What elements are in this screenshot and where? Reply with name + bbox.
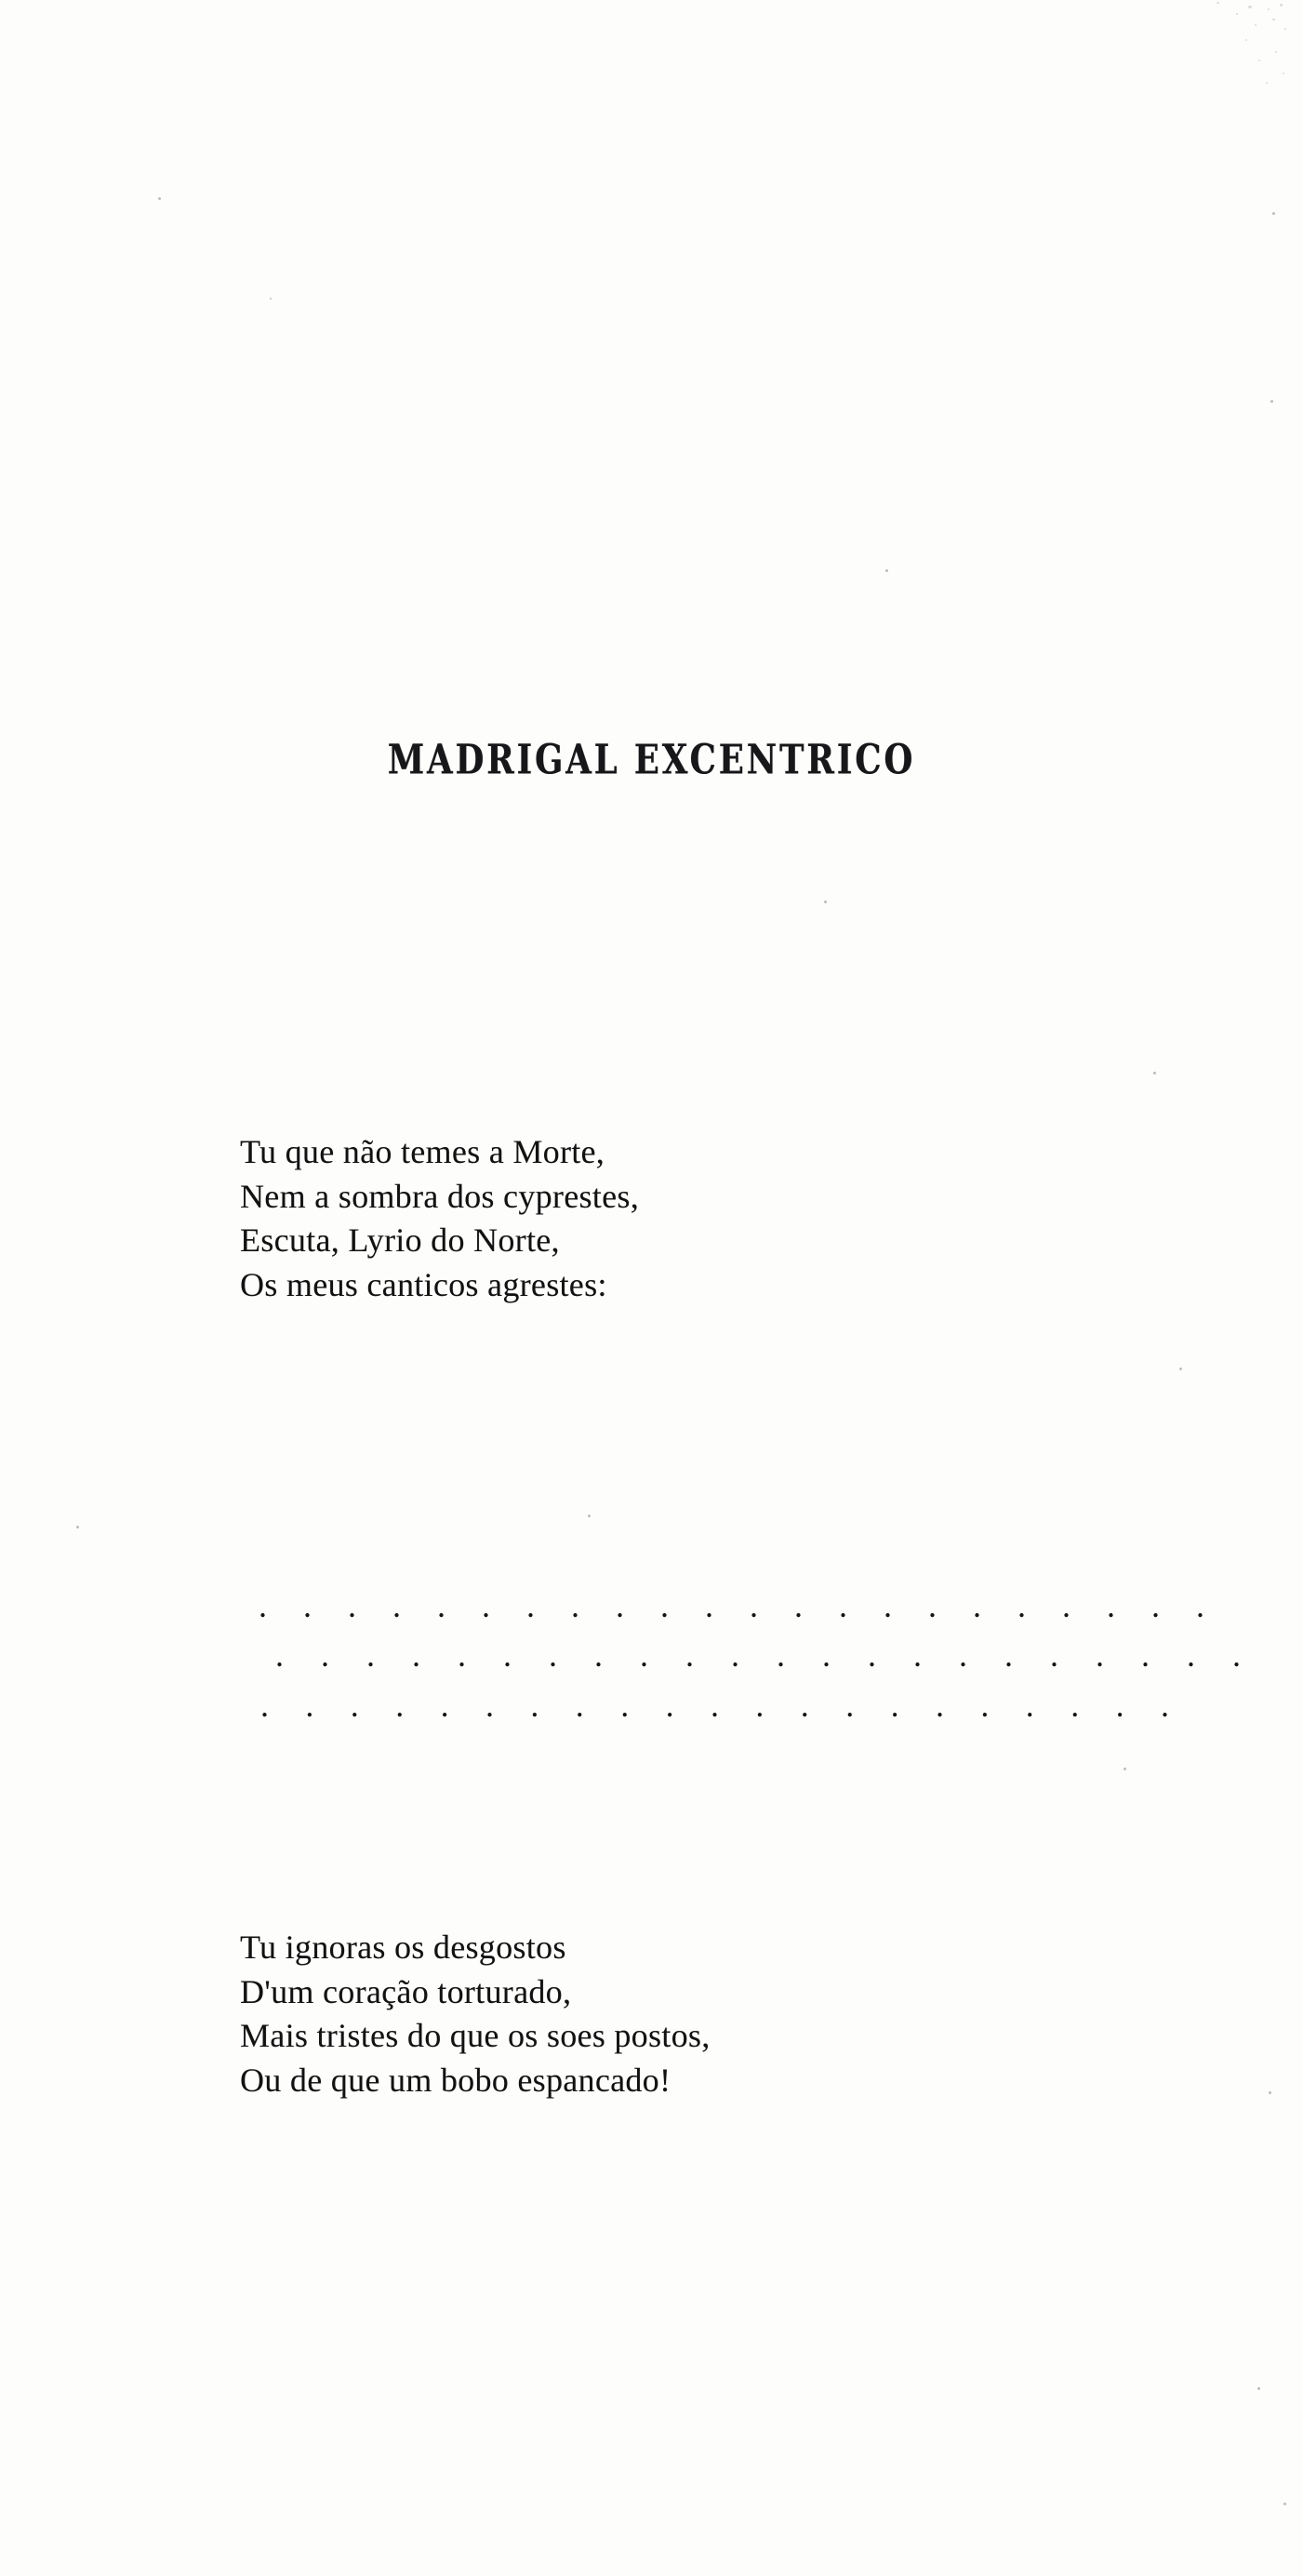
page-speckle	[76, 1526, 79, 1528]
page-speckle	[1153, 1072, 1156, 1074]
ellipsis-separator	[259, 1582, 1256, 1730]
page-speckle	[1124, 1768, 1126, 1770]
page-speckle	[1179, 1368, 1182, 1370]
poem-line: Nem a sombra dos cyprestes,	[240, 1177, 639, 1215]
poem-line: Ou de que um bobo espancado!	[240, 2061, 671, 2099]
ellipsis-row: . . . . . . . . . . . . . . . . . . . . .	[260, 1686, 1184, 1724]
stanza-two	[240, 1926, 711, 2102]
scan-edge-noise	[1108, 0, 1303, 112]
page-speckle	[158, 197, 161, 200]
page-speckle	[588, 1515, 591, 1517]
page-title: MADRIGAL EXCENTRICO	[387, 735, 916, 783]
poem-line: Escuta, Lyrio do Norte,	[240, 1221, 560, 1260]
poem-line: Tu que não temes a Morte,	[240, 1133, 605, 1170]
poem-line: Os meus canticos agrestes:	[240, 1265, 607, 1303]
page-speckle	[270, 298, 272, 300]
poem-line: D'um coração torturado,	[240, 1972, 572, 2010]
page-speckle	[1257, 2387, 1260, 2390]
poem-line: Mais tristes do que os soes postos,	[240, 2017, 711, 2055]
page-speckle	[1270, 400, 1273, 403]
page-speckle	[824, 901, 827, 903]
page-speckle	[1272, 212, 1275, 215]
ellipsis-row: . . . . . . . . . . . . . . . . . . . . . .	[275, 1636, 1256, 1675]
poem-line: Tu ignoras os desgostos	[240, 1929, 566, 1966]
page-speckle	[885, 569, 888, 572]
stanza-one	[240, 1130, 639, 1307]
page-speckle	[1269, 2091, 1271, 2094]
page-speckle	[1283, 2503, 1286, 2505]
ellipsis-row: . . . . . . . . . . . . . . . . . . . . . .	[259, 1587, 1218, 1624]
